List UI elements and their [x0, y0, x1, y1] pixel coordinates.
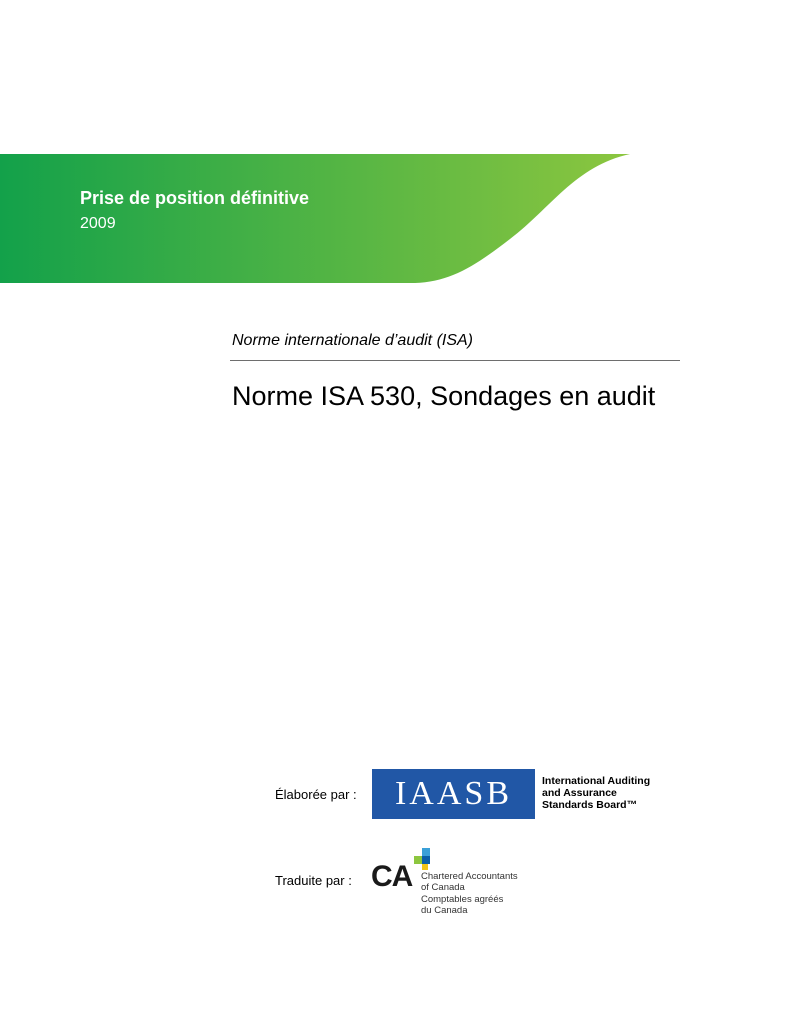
ca-french-line: Comptables agréés	[421, 894, 504, 905]
banner-year: 2009	[80, 215, 116, 232]
document-title: Norme ISA 530, Sondages en audit	[232, 381, 656, 411]
ca-english-line: of Canada	[421, 882, 465, 893]
ca-squares-icon	[410, 848, 434, 872]
document-subtitle: Norme internationale d’audit (ISA)	[232, 332, 474, 349]
ca-english-line: Chartered Accountants	[421, 871, 518, 882]
ca-logo: CA	[371, 860, 413, 893]
iaasb-name-line: International Auditing	[542, 775, 651, 787]
iaasb-name	[542, 775, 650, 811]
iaasb-logo: IAASB	[372, 769, 535, 819]
elaboree-label: Élaborée par :	[275, 787, 357, 802]
iaasb-name-line: and Assurance	[542, 787, 617, 799]
banner-title: Prise de position définitive	[80, 188, 310, 208]
divider	[230, 360, 680, 361]
ca-english-name	[421, 871, 518, 893]
iaasb-name-line: Standards Board™	[542, 799, 638, 811]
traduite-label: Traduite par :	[275, 873, 352, 888]
ca-french-name	[421, 894, 503, 916]
ca-french-line: du Canada	[421, 905, 468, 916]
